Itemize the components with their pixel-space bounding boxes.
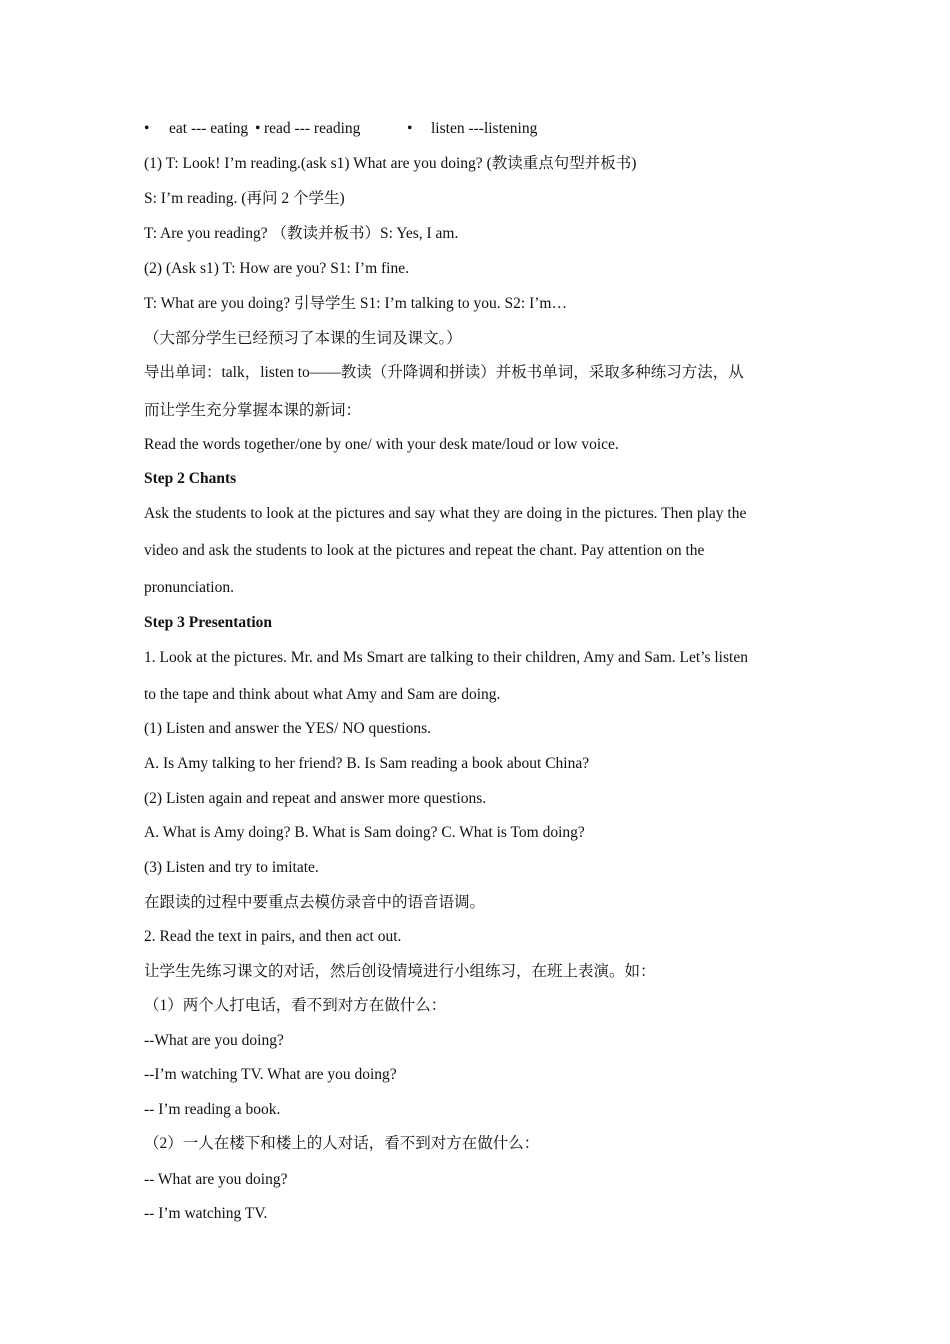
text-line: (2) Listen again and repeat and answer more questions.: [144, 790, 487, 807]
text-line: A. Is Amy talking to her friend? B. Is Sam reading a book about China?: [144, 755, 590, 772]
text-line: Read the words together/one by one/ with your desk mate/loud or low voice.: [144, 436, 619, 453]
dialogue-line: --I’m watching TV. What are you doing?: [144, 1066, 397, 1083]
text-line: 2. Read the text in pairs, and then act out.: [144, 928, 402, 945]
bullet-marker: •: [255, 120, 261, 137]
text-line: Ask the students to look at the pictures and say what they are doing in the pictures. Then play the: [144, 505, 747, 522]
text-line: （1）两个人打电话，看不到对方在做什么：: [144, 997, 447, 1014]
text-line: 而让学生充分掌握本课的新词：: [144, 402, 362, 419]
text-line: 让学生先练习课文的对话，然后创设情境进行小组练习，在班上表演。如：: [144, 963, 656, 980]
text-line: 在跟读的过程中要重点去模仿录音中的语音语调。: [144, 894, 486, 911]
bullet-marker: •: [144, 120, 150, 137]
text-line: pronunciation.: [144, 579, 234, 596]
text-line: (1) T: Look! I’m reading.(ask s1) What are you doing? (教读重点句型并板书): [144, 155, 637, 172]
dialogue-line: -- I’m watching TV.: [144, 1205, 268, 1222]
step-2-heading: Step 2 Chants: [144, 470, 237, 487]
dialogue-line: --What are you doing?: [144, 1032, 284, 1049]
text-line: T: Are you reading? （教读并板书）S: Yes, I am.: [144, 225, 459, 242]
bullet-item-eat: eat --- eating: [169, 120, 249, 137]
dialogue-line: -- I’m reading a book.: [144, 1101, 281, 1118]
text-line: S: I’m reading. (再问 2 个学生): [144, 190, 345, 207]
text-line: （大部分学生已经预习了本课的生词及课文。）: [144, 330, 462, 347]
text-line: （2）一人在楼下和楼上的人对话，看不到对方在做什么：: [144, 1135, 540, 1152]
text-line: 导出单词：talk，listen to——教读（升降调和拼读）并板书单词，采取多种练习方法，从: [144, 364, 744, 381]
bullet-list: [0, 120, 950, 140]
text-line: T: What are you doing? 引导学生 S1: I’m talking to you. S2: I’m…: [144, 295, 567, 312]
text-line: (2) (Ask s1) T: How are you? S1: I’m fine.: [144, 260, 409, 277]
dialogue-line: -- What are you doing?: [144, 1171, 288, 1188]
bullet-item-listen: listen ---listening: [431, 120, 538, 137]
text-line: to the tape and think about what Amy and Sam are doing.: [144, 686, 501, 703]
bullet-item-read: read --- reading: [264, 120, 361, 137]
text-line: A. What is Amy doing? B. What is Sam doing? C. What is Tom doing?: [144, 824, 585, 841]
bullet-marker: •: [407, 120, 413, 137]
step-3-heading: Step 3 Presentation: [144, 614, 273, 631]
text-line: 1. Look at the pictures. Mr. and Ms Smart are talking to their children, Amy and Sam. Let’s listen: [144, 649, 748, 666]
text-line: (3) Listen and try to imitate.: [144, 859, 319, 876]
text-line: video and ask the students to look at the pictures and repeat the chant. Pay attention on the: [144, 542, 705, 559]
text-line: (1) Listen and answer the YES/ NO questions.: [144, 720, 431, 737]
